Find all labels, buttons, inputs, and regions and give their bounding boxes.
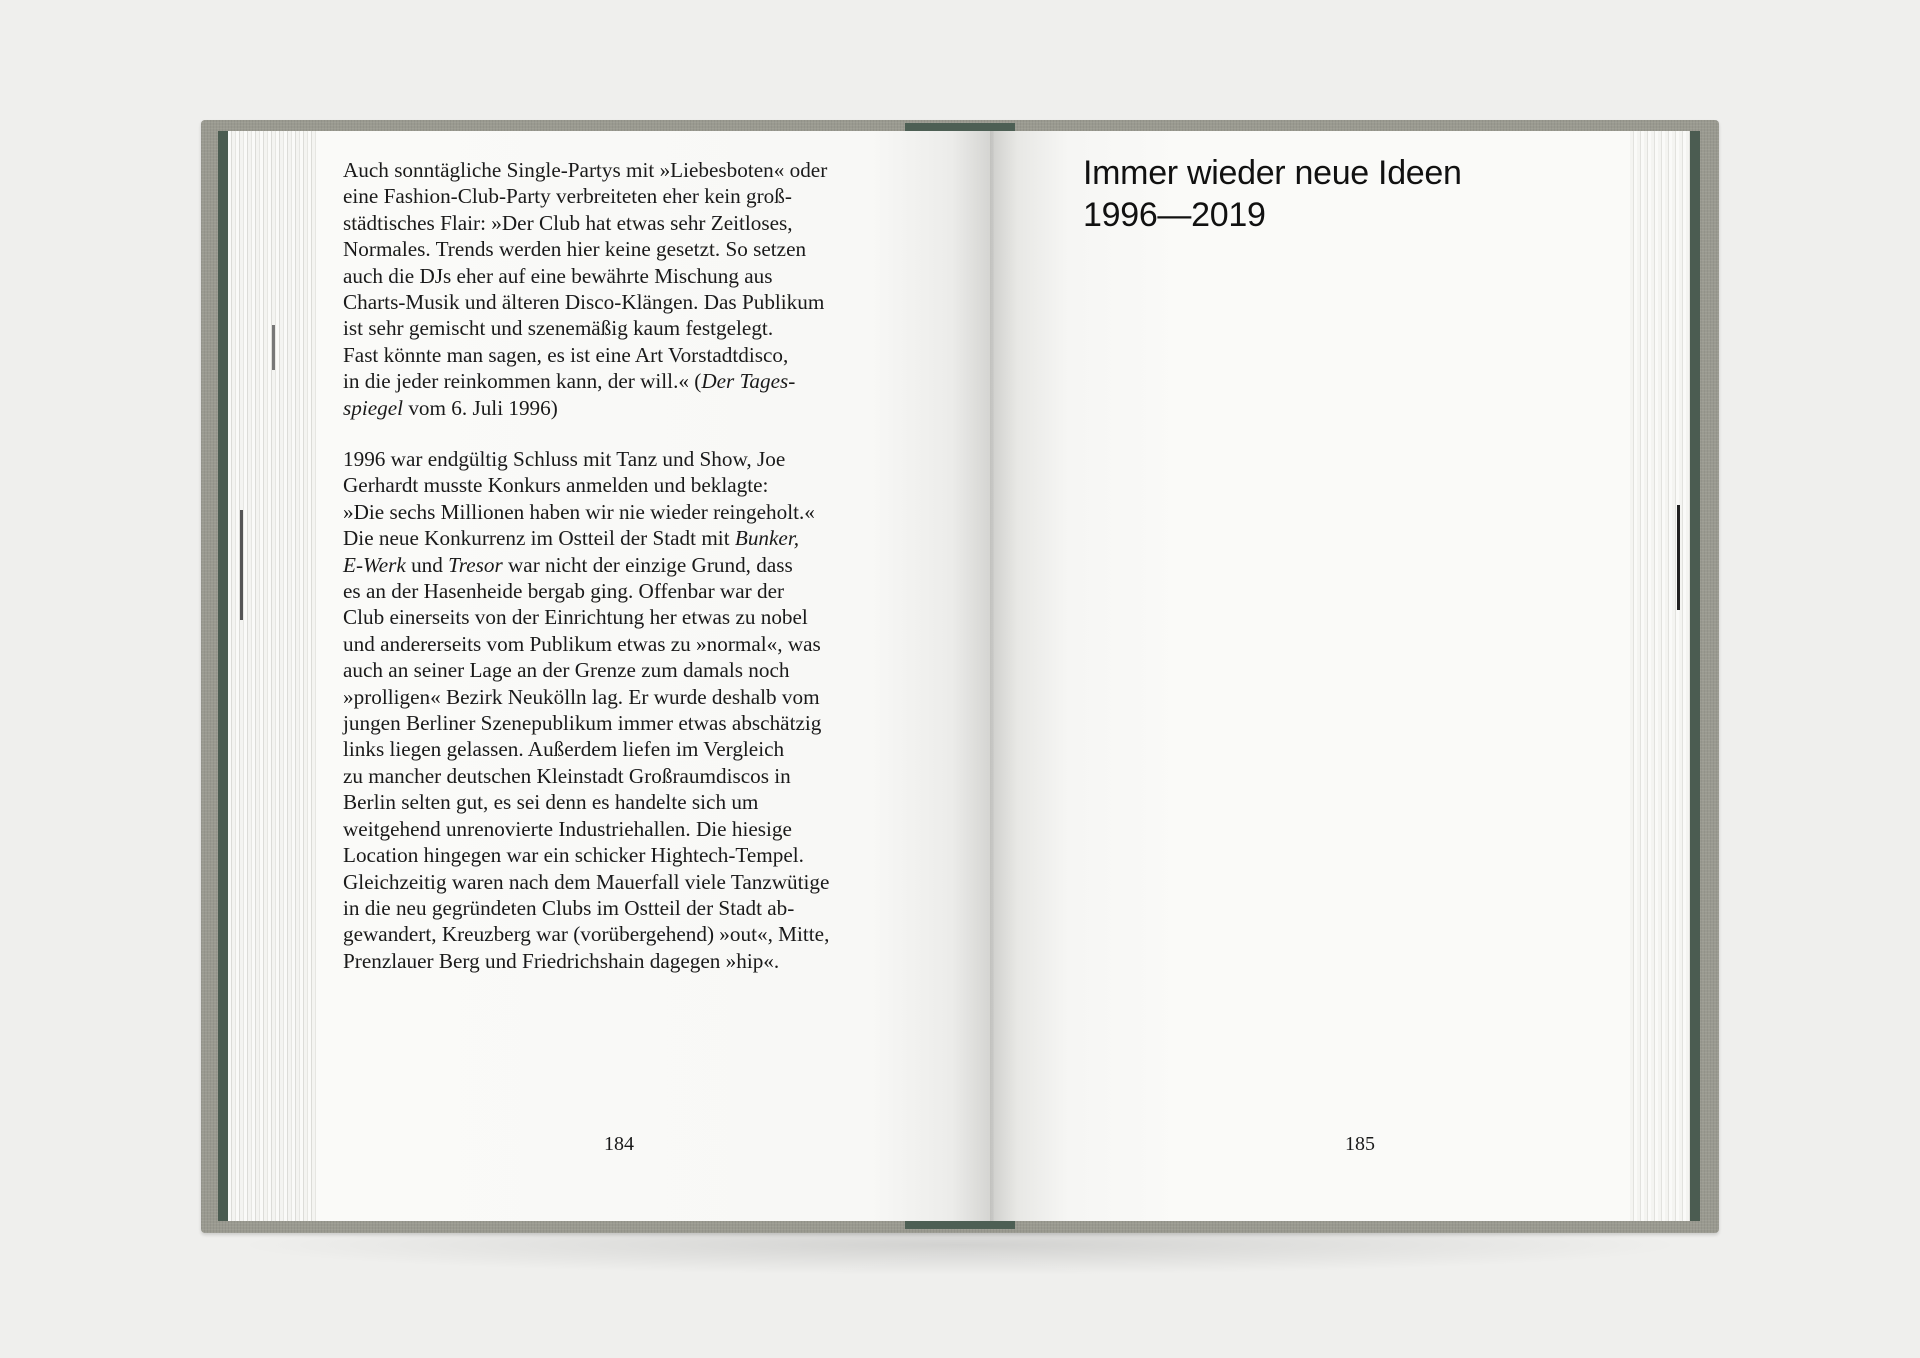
text-line: Normales. Trends werden hier keine gesetzt. So setzen <box>343 237 807 262</box>
text-line: in die neu gegründeten Clubs im Ostteil der Stadt ab- <box>343 895 795 920</box>
text-line: städtisches Flair: »Der Club hat etwas sehr Zeitloses, <box>343 210 793 235</box>
right-page <box>992 131 1630 1221</box>
headband-bottom <box>905 1221 1015 1229</box>
club-name: Tresor <box>448 552 503 577</box>
text-line: gewandert, Kreuzberg war (vorübergehend) »out«, Mitte, <box>343 922 830 947</box>
text-line: Fast könnte man sagen, es ist eine Art Vorstadtdisco, <box>343 342 789 367</box>
cover-edge-left <box>218 131 228 1221</box>
text-line: Charts-Musik und älteren Disco-Klängen. Das Publikum <box>343 290 825 315</box>
page-edge-mark <box>272 325 275 370</box>
text-line <box>343 552 903 578</box>
page-number-left: 184 <box>604 1133 634 1155</box>
text-run: vom 6. Juli 1996) <box>403 395 558 420</box>
page-stack-right <box>1630 131 1690 1221</box>
chapter-title-line: Immer wieder neue Ideen <box>1083 154 1462 192</box>
text-line <box>343 525 903 551</box>
chapter-title-years: 1996—2019 <box>1083 196 1266 234</box>
text-line: auch die DJs eher auf eine bewährte Mischung aus <box>343 263 773 288</box>
text-line: Gerhardt musste Konkurs anmelden und beklagte: <box>343 473 769 498</box>
club-name: Bunker, <box>734 526 800 551</box>
text-line: Auch sonntägliche Single-Partys mit »Liebesboten« oder <box>343 158 828 182</box>
text-line <box>343 368 903 394</box>
headband-top <box>905 123 1015 131</box>
text-line: auch an seiner Lage an der Grenze zum damals noch <box>343 658 790 683</box>
text-line: Berlin selten gut, es sei denn es handelte sich um <box>343 790 759 815</box>
text-line: zu mancher deutschen Kleinstadt Großraumdiscos in <box>343 763 791 788</box>
book-gutter <box>990 131 994 1221</box>
text-line: Club einerseits von der Einrichtung her etwas zu nobel <box>343 605 808 630</box>
text-line: es an der Hasenheide bergab ging. Offenbar war der <box>343 579 785 604</box>
club-name: E-Werk <box>343 552 406 577</box>
text-line: weitgehend unrenovierte Industriehallen. Die hiesige <box>343 816 792 841</box>
text-line <box>343 395 903 421</box>
text-line: jungen Berliner Szenepublikum immer etwas abschätzig <box>343 711 822 736</box>
publication-title: Der Tages- <box>701 369 796 394</box>
text-line: eine Fashion-Club-Party verbreiteten eher kein groß- <box>343 184 792 209</box>
page-number-right: 185 <box>1345 1133 1375 1155</box>
text-line: Location hingegen war ein schicker Hightech-Tempel. <box>343 843 804 868</box>
page-stack-left <box>228 131 318 1221</box>
text-line: Prenzlauer Berg und Friedrichshain dagegen »hip«. <box>343 948 780 973</box>
cover-edge-right <box>1690 131 1700 1221</box>
page-edge-mark <box>1677 505 1680 610</box>
text-run: in die jeder reinkommen kann, der will.« ( <box>343 369 702 394</box>
text-line: »Die sechs Millionen haben wir nie wieder reingeholt.« <box>343 499 815 524</box>
text-line: 1996 war endgültig Schluss mit Tanz und Show, Joe <box>343 447 786 471</box>
text-line: »prolligen« Bezirk Neukölln lag. Er wurde deshalb vom <box>343 684 820 709</box>
text-run: Die neue Konkurrenz im Ostteil der Stadt mit <box>343 526 735 551</box>
body-paragraph-2 <box>343 446 903 974</box>
text-run: und <box>405 552 449 577</box>
chapter-title <box>1083 152 1462 236</box>
text-line: links liegen gelassen. Außerdem liefen im Vergleich <box>343 737 785 762</box>
text-line: ist sehr gemischt und szenemäßig kaum festgelegt. <box>343 316 774 341</box>
text-line: und andererseits vom Publikum etwas zu »normal«, was <box>343 631 821 656</box>
text-line: Gleichzeitig waren nach dem Mauerfall viele Tanzwütige <box>343 869 830 894</box>
body-paragraph-1 <box>343 157 903 421</box>
page-edge-mark <box>240 510 243 620</box>
text-run: war nicht der einzige Grund, dass <box>502 552 793 577</box>
publication-title: spiegel <box>343 395 404 420</box>
